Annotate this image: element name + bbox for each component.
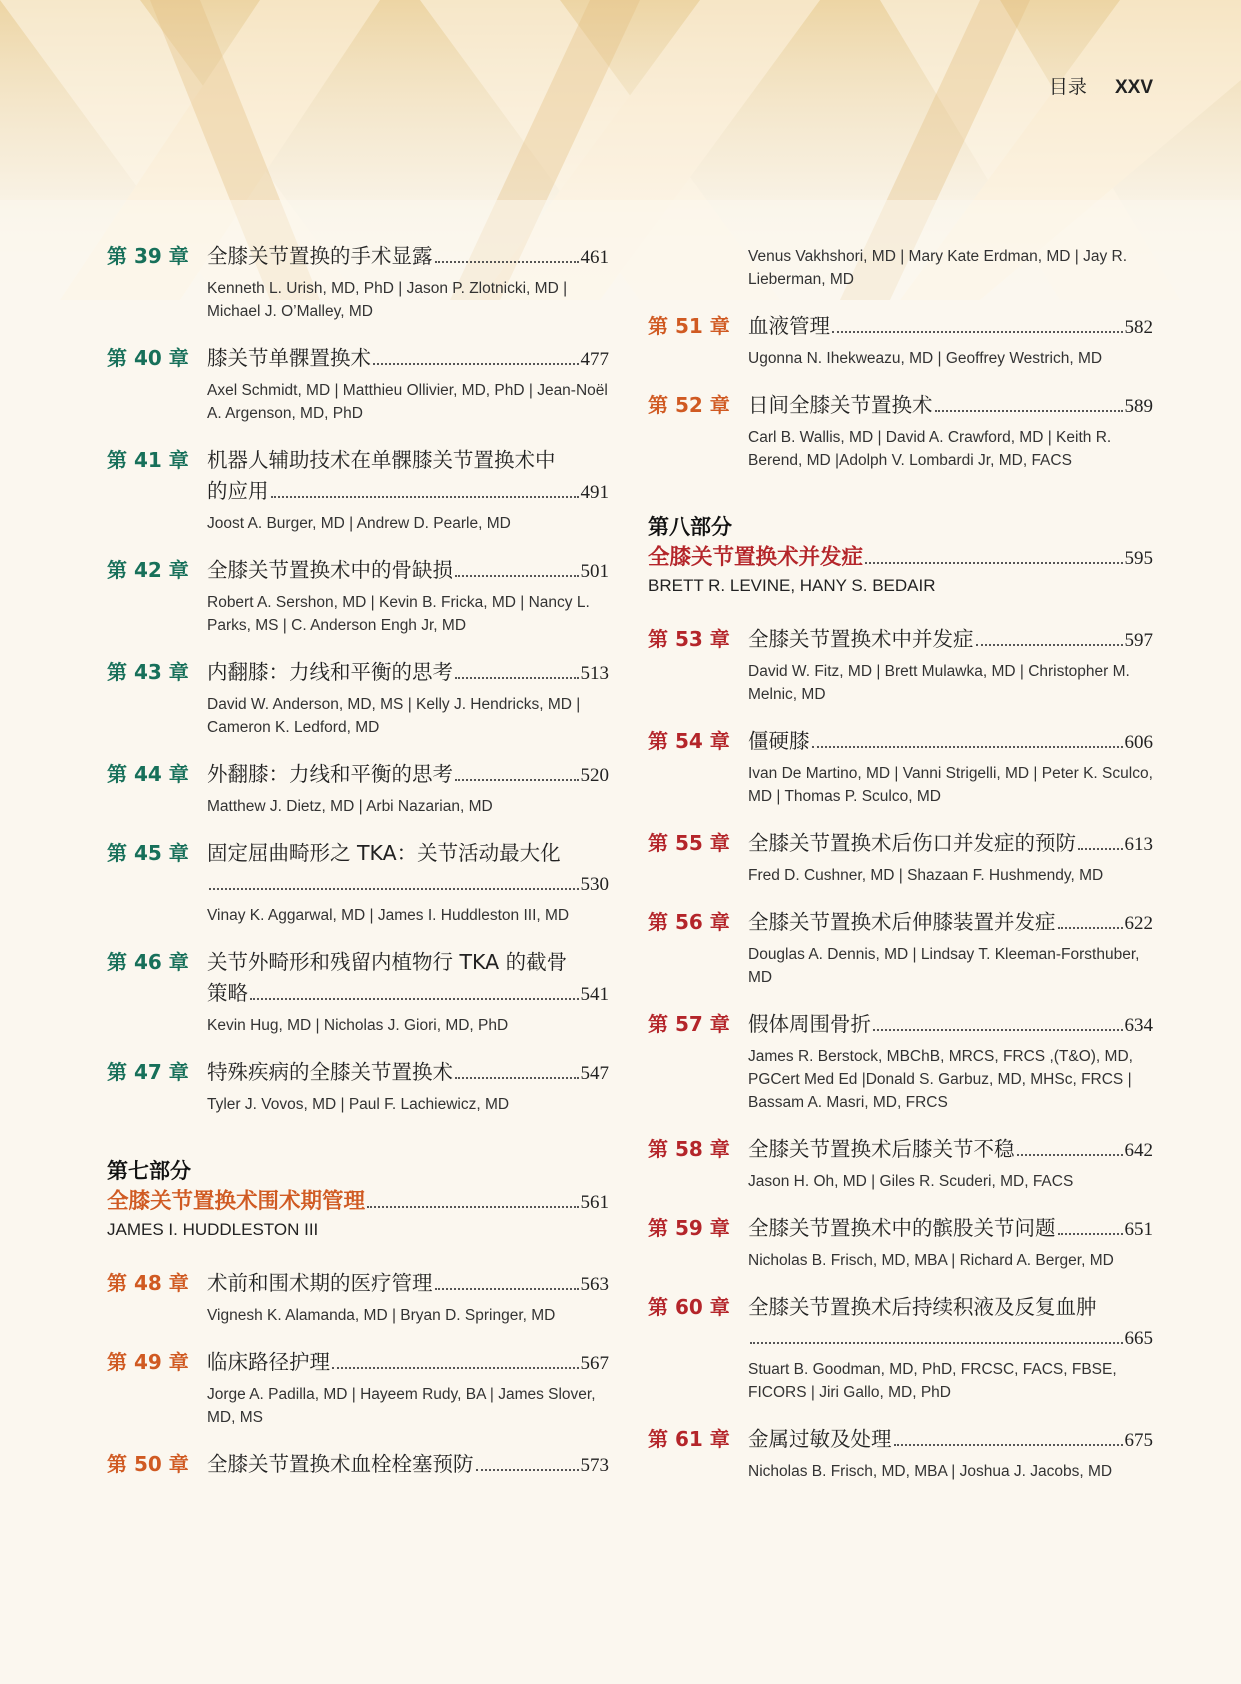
chapter-title-cont: 策略 bbox=[207, 981, 248, 1005]
chapter-page: 530 bbox=[580, 874, 609, 895]
chapter-title: 特殊疾病的全膝关节置换术 bbox=[207, 1060, 453, 1084]
chapter-number: 第 56 章 bbox=[648, 910, 730, 934]
chapter-authors: Vinay K. Aggarwal, MD | James I. Huddleston III, MD bbox=[207, 907, 570, 924]
chapter-authors: David W. Anderson, MD, MS | Kelly J. Hendricks, MD | Cameron K. Ledford, MD bbox=[207, 696, 581, 736]
chapter-title: 膝关节单髁置换术 bbox=[207, 346, 371, 370]
chapter-number: 第 53 章 bbox=[648, 627, 730, 651]
chapter-authors: Kenneth L. Urish, MD, PhD | Jason P. Zlotnicki, MD | Michael J. O’Malley, MD bbox=[207, 280, 568, 320]
part-editors: BRETT R. LEVINE, HANY S. BEDAIR bbox=[648, 576, 936, 595]
chapter-title: 全膝关节置换的手术显露 bbox=[207, 244, 433, 268]
chapter-page: 651 bbox=[1124, 1219, 1153, 1240]
toc-chapter-41[interactable] bbox=[107, 445, 609, 535]
chapter-title-cont: 的应用 bbox=[207, 479, 269, 503]
chapter-authors: Tyler J. Vovos, MD | Paul F. Lachiewicz, MD bbox=[207, 1096, 510, 1113]
toc-chapter-48[interactable] bbox=[107, 1268, 609, 1327]
toc-part-8[interactable] bbox=[648, 512, 1153, 598]
chapter-page: 597 bbox=[1124, 630, 1153, 651]
chapter-page: 477 bbox=[580, 349, 609, 370]
chapter-page: 461 bbox=[580, 247, 609, 268]
leader-dots bbox=[455, 1077, 579, 1079]
leader-dots bbox=[976, 644, 1123, 646]
chapter-title: 全膝关节置换术后持续积液及反复血肿 bbox=[748, 1295, 1097, 1319]
chapter-page: 675 bbox=[1124, 1430, 1153, 1451]
leader-dots bbox=[435, 1288, 579, 1290]
part-label: 第八部分 bbox=[648, 515, 732, 539]
chapter-authors: Jorge A. Padilla, MD | Hayeem Rudy, BA | James Slover, MD, MS bbox=[207, 1386, 596, 1426]
leader-dots bbox=[455, 779, 579, 781]
leader-dots bbox=[935, 410, 1123, 412]
chapter-page: 563 bbox=[580, 1274, 609, 1295]
leader-dots bbox=[250, 998, 579, 1000]
chapter-page: 501 bbox=[580, 561, 609, 582]
chapter-number: 第 59 章 bbox=[648, 1216, 730, 1240]
chapter-page: 491 bbox=[580, 482, 609, 503]
chapter-number: 第 40 章 bbox=[107, 346, 189, 370]
toc-chapter-53[interactable] bbox=[648, 624, 1153, 706]
chapter-title: 全膝关节置换术后膝关节不稳 bbox=[748, 1137, 1015, 1161]
leader-dots bbox=[1017, 1154, 1123, 1156]
toc-chapter-49[interactable] bbox=[107, 1347, 609, 1429]
leader-dots bbox=[209, 888, 579, 890]
chapter-authors: James R. Berstock, MBChB, MRCS, FRCS ,(T&O), MD, PGCert Med Ed |Donald S. Garbuz, MD, MHSc, FRCS | Bassam A. Masri, MD, FRCS bbox=[748, 1048, 1133, 1111]
chapter-page: 634 bbox=[1124, 1015, 1153, 1036]
leader-dots bbox=[865, 562, 1122, 564]
leader-dots bbox=[455, 575, 579, 577]
part-label: 第七部分 bbox=[107, 1159, 191, 1183]
toc-chapter-54[interactable] bbox=[648, 726, 1153, 808]
chapter-authors: Kevin Hug, MD | Nicholas J. Giori, MD, PhD bbox=[207, 1017, 509, 1034]
header-label: 目录 bbox=[1048, 76, 1087, 98]
page-header bbox=[1049, 72, 1153, 99]
chapter-number: 第 55 章 bbox=[648, 831, 730, 855]
chapter-authors: Carl B. Wallis, MD | David A. Crawford, MD | Keith R. Berend, MD |Adolph V. Lombardi Jr, MD, FACS bbox=[748, 429, 1112, 469]
toc-part-7[interactable] bbox=[107, 1156, 609, 1242]
leader-dots bbox=[1078, 848, 1123, 850]
chapter-authors: Ugonna N. Ihekweazu, MD | Geoffrey Westrich, MD bbox=[748, 350, 1103, 367]
toc-chapter-51[interactable] bbox=[648, 311, 1153, 370]
leader-dots bbox=[435, 261, 579, 263]
part-page: 595 bbox=[1124, 548, 1153, 569]
chapter-title: 内翻膝：力线和平衡的思考 bbox=[207, 660, 453, 684]
chapter-number: 第 51 章 bbox=[648, 314, 730, 338]
chapter-number: 第 48 章 bbox=[107, 1271, 189, 1295]
chapter-title: 假体周围骨折 bbox=[748, 1012, 871, 1036]
chapter-number: 第 50 章 bbox=[107, 1452, 189, 1476]
chapter-number: 第 58 章 bbox=[648, 1137, 730, 1161]
chapter-page: 547 bbox=[580, 1063, 609, 1084]
chapter-authors: Douglas A. Dennis, MD | Lindsay T. Kleeman-Forsthuber, MD bbox=[748, 946, 1140, 986]
chapter-number: 第 57 章 bbox=[648, 1012, 730, 1036]
toc-chapter-61[interactable] bbox=[648, 1424, 1153, 1483]
leader-dots bbox=[367, 1206, 578, 1208]
page-number: XXV bbox=[1114, 77, 1153, 98]
toc-chapter-55[interactable] bbox=[648, 828, 1153, 887]
toc-chapter-43[interactable] bbox=[107, 657, 609, 739]
toc-chapter-46[interactable] bbox=[107, 947, 609, 1037]
chapter-title: 机器人辅助技术在单髁膝关节置换术中 bbox=[207, 448, 556, 472]
chapter-number: 第 54 章 bbox=[648, 729, 730, 753]
chapter-authors: David W. Fitz, MD | Brett Mulawka, MD | Christopher M. Melnic, MD bbox=[748, 663, 1130, 703]
leader-dots bbox=[373, 363, 579, 365]
leader-dots bbox=[332, 1367, 579, 1369]
chapter-title: 固定屈曲畸形之 TKA：关节活动最大化 bbox=[207, 841, 561, 865]
part-title: 全膝关节置换术并发症 bbox=[648, 545, 864, 570]
toc-chapter-39[interactable] bbox=[107, 241, 609, 323]
chapter-authors: Stuart B. Goodman, MD, PhD, FRCSC, FACS, FBSE, FICORS | Jiri Gallo, MD, PhD bbox=[748, 1361, 1117, 1401]
chapter-title: 术前和围术期的医疗管理 bbox=[207, 1271, 433, 1295]
leader-dots bbox=[832, 331, 1123, 333]
chapter-title: 日间全膝关节置换术 bbox=[748, 393, 933, 417]
chapter-number: 第 41 章 bbox=[107, 448, 189, 472]
chapter-title: 全膝关节置换术中的骨缺损 bbox=[207, 558, 453, 582]
chapter-page: 541 bbox=[580, 984, 609, 1005]
chapter-page: 567 bbox=[580, 1353, 609, 1374]
chapter-page: 622 bbox=[1124, 913, 1153, 934]
toc-chapter-58[interactable] bbox=[648, 1134, 1153, 1193]
chapter-authors: Vignesh K. Alamanda, MD | Bryan D. Springer, MD bbox=[207, 1307, 556, 1324]
leader-dots bbox=[1058, 1233, 1123, 1235]
part-editors: JAMES I. HUDDLESTON III bbox=[107, 1220, 319, 1239]
chapter-page: 573 bbox=[580, 1455, 609, 1476]
chapter-number: 第 43 章 bbox=[107, 660, 189, 684]
toc-chapter-47[interactable] bbox=[107, 1057, 609, 1116]
chapter-authors: Ivan De Martino, MD | Vanni Strigelli, MD | Peter K. Sculco, MD | Thomas P. Sculco, MD bbox=[748, 765, 1153, 805]
chapter-number: 第 46 章 bbox=[107, 950, 189, 974]
chapter-page: 606 bbox=[1124, 732, 1153, 753]
toc-chapter-57[interactable] bbox=[648, 1009, 1153, 1114]
chapter-authors: Matthew J. Dietz, MD | Arbi Nazarian, MD bbox=[207, 798, 493, 815]
chapter-authors: Robert A. Sershon, MD | Kevin B. Fricka, MD | Nancy L. Parks, MS | C. Anderson Engh Jr, MD bbox=[207, 594, 590, 634]
leader-dots bbox=[271, 496, 579, 498]
chapter-number: 第 49 章 bbox=[107, 1350, 189, 1374]
chapter-title: 全膝关节置换术后伤口并发症的预防 bbox=[748, 831, 1076, 855]
chapter-title: 血液管理 bbox=[748, 314, 830, 338]
leader-dots bbox=[476, 1469, 579, 1471]
chapter-number: 第 47 章 bbox=[107, 1060, 189, 1084]
chapter-authors: Nicholas B. Frisch, MD, MBA | Richard A. Berger, MD bbox=[748, 1252, 1114, 1269]
chapter-authors: Axel Schmidt, MD | Matthieu Ollivier, MD, PhD | Jean-Noël A. Argenson, MD, PhD bbox=[207, 382, 608, 422]
chapter-number: 第 60 章 bbox=[648, 1295, 730, 1319]
chapter-number: 第 45 章 bbox=[107, 841, 189, 865]
toc-chapter-56[interactable] bbox=[648, 907, 1153, 989]
toc-chapter-42[interactable] bbox=[107, 555, 609, 637]
chapter-title: 全膝关节置换术中并发症 bbox=[748, 627, 974, 651]
chapter-title: 金属过敏及处理 bbox=[748, 1427, 892, 1451]
chapter-number: 第 52 章 bbox=[648, 393, 730, 417]
leader-dots bbox=[873, 1029, 1123, 1031]
chapter-page: 665 bbox=[1124, 1328, 1153, 1349]
chapter-authors: Joost A. Burger, MD | Andrew D. Pearle, MD bbox=[207, 515, 511, 532]
chapter-title: 外翻膝：力线和平衡的思考 bbox=[207, 762, 453, 786]
chapter-page: 520 bbox=[580, 765, 609, 786]
toc-chapter-45[interactable] bbox=[107, 838, 609, 927]
toc-chapter-40[interactable] bbox=[107, 343, 609, 425]
chapter-title: 临床路径护理 bbox=[207, 1350, 330, 1374]
chapter-page: 582 bbox=[1124, 317, 1153, 338]
chapter-title: 僵硬膝 bbox=[748, 729, 810, 753]
chapter-title: 全膝关节置换术血栓栓塞预防 bbox=[207, 1452, 474, 1476]
toc-chapter-50[interactable] bbox=[107, 1449, 609, 1481]
chapter-page: 589 bbox=[1124, 396, 1153, 417]
chapter-number: 第 42 章 bbox=[107, 558, 189, 582]
toc-chapter-59[interactable] bbox=[648, 1213, 1153, 1272]
toc-chapter-52[interactable] bbox=[648, 390, 1153, 472]
chapter-number: 第 39 章 bbox=[107, 244, 189, 268]
leader-dots bbox=[812, 746, 1123, 748]
leader-dots bbox=[1058, 927, 1123, 929]
chapter-page: 613 bbox=[1124, 834, 1153, 855]
part-title: 全膝关节置换术围术期管理 bbox=[107, 1189, 366, 1214]
chapter-authors: Fred D. Cushner, MD | Shazaan F. Hushmendy, MD bbox=[748, 867, 1104, 884]
chapter-page: 513 bbox=[580, 663, 609, 684]
toc-right-column bbox=[648, 245, 1153, 1503]
chapter-page: 642 bbox=[1124, 1140, 1153, 1161]
continued-authors: Venus Vakhshori, MD | Mary Kate Erdman, MD | Jay R. Lieberman, MD bbox=[748, 248, 1128, 288]
chapter-authors: Jason H. Oh, MD | Giles R. Scuderi, MD, FACS bbox=[748, 1173, 1074, 1190]
leader-dots bbox=[894, 1444, 1123, 1446]
toc-chapter-60[interactable] bbox=[648, 1292, 1153, 1404]
toc-left-column bbox=[107, 241, 609, 1501]
leader-dots bbox=[455, 677, 579, 679]
toc-chapter-44[interactable] bbox=[107, 759, 609, 818]
chapter-title: 关节外畸形和残留内植物行 TKA 的截骨 bbox=[207, 950, 568, 974]
part-page: 561 bbox=[580, 1192, 609, 1213]
chapter-title: 全膝关节置换术中的髌股关节问题 bbox=[748, 1216, 1056, 1240]
chapter-title: 全膝关节置换术后伸膝装置并发症 bbox=[748, 910, 1056, 934]
chapter-authors: Nicholas B. Frisch, MD, MBA | Joshua J. Jacobs, MD bbox=[748, 1463, 1113, 1480]
chapter-number: 第 61 章 bbox=[648, 1427, 730, 1451]
leader-dots bbox=[750, 1342, 1123, 1344]
chapter-number: 第 44 章 bbox=[107, 762, 189, 786]
